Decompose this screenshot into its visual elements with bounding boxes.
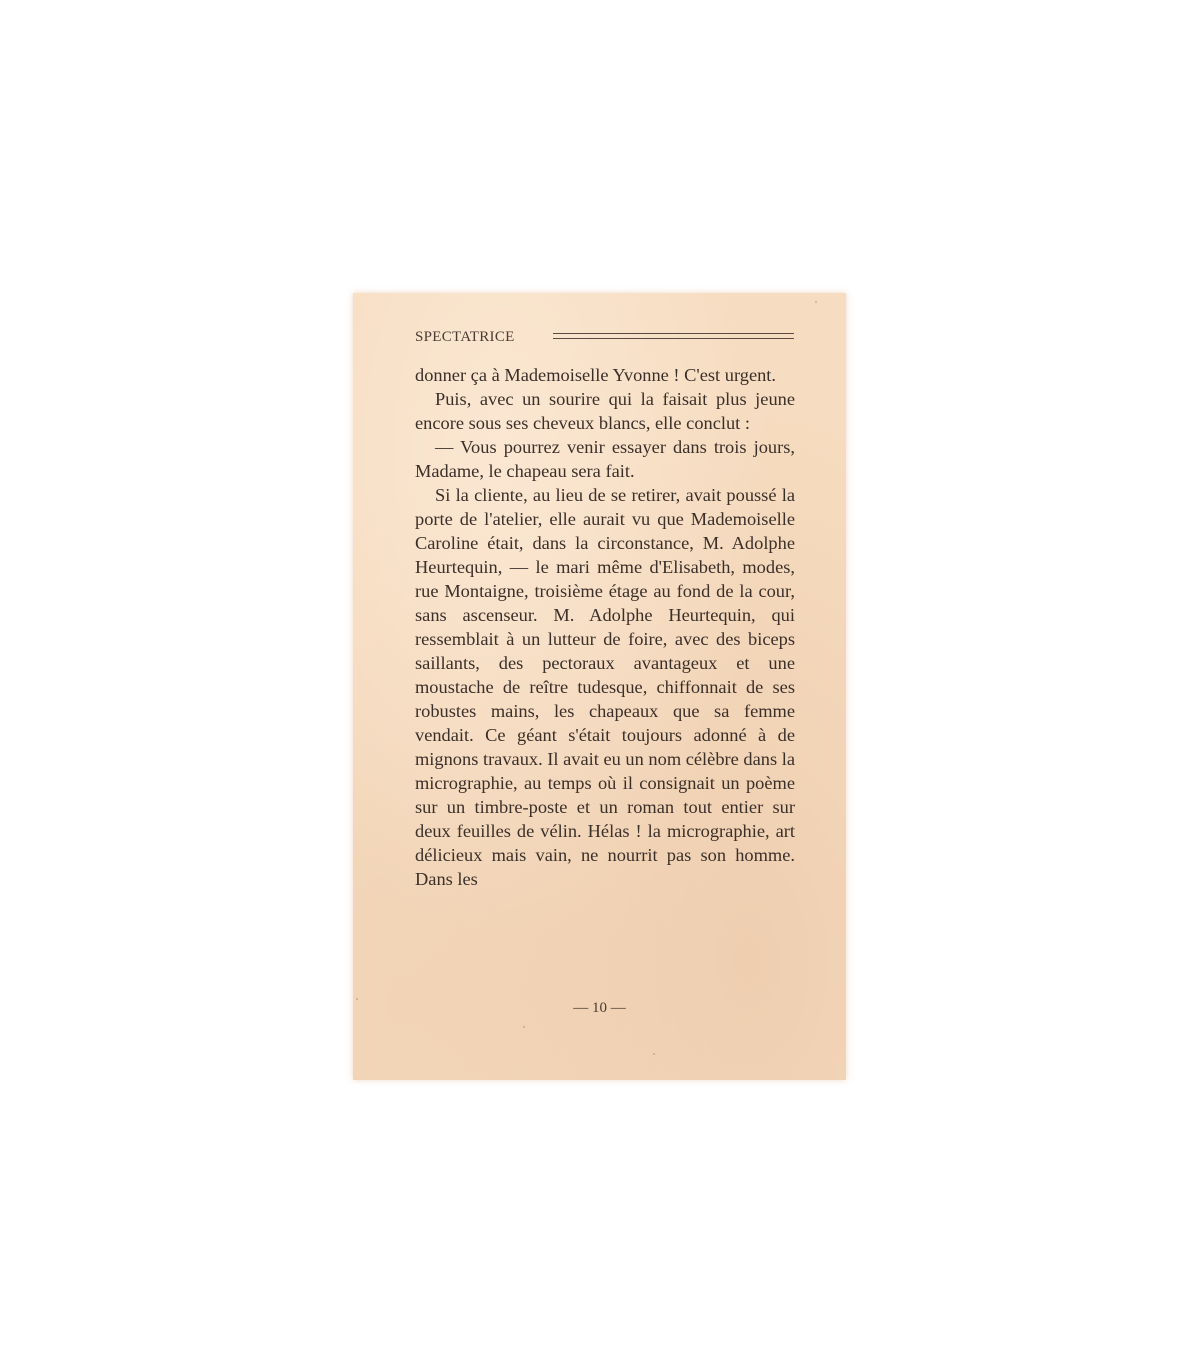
paragraph: Si la cliente, au lieu de se retirer, avait poussé la porte de l'atelier, elle aurait vu que Mademoiselle Caroline était, dans la circonstance, M. Adolphe Heurtequin, — le mari même d'Elisabeth, modes, rue Montaigne, troisième étage au fond de la cour, sans ascenseur. M. Adolphe Heurtequin, qui ressemblait à un lutteur de foire, avec des biceps saillants, des pectoraux avantageux et une moustache de reître tudesque, chiffonnait de ses robustes mains, les chapeaux que sa femme vendait. Ce géant s'était toujours adonné à de mignons travaux. Il avait eu un nom célèbre dans la micrographie, au temps où il consignait un poème sur un timbre-poste et un roman tout entier sur deux feuilles de vélin. Hélas ! la micrographie, art délicieux mais vain, ne nourrit pas son homme. Dans les <box>415 485 795 889</box>
paper-speck <box>815 301 817 303</box>
running-head-title: SPECTATRICE <box>415 329 515 345</box>
paper-speck <box>523 1026 525 1028</box>
running-head-rule <box>553 333 794 339</box>
book-page <box>353 293 846 1080</box>
paragraph: donner ça à Mademoiselle Yvonne ! C'est urgent. <box>415 365 777 385</box>
paper-speck <box>653 1053 655 1055</box>
running-head <box>415 329 794 349</box>
page-number: — 10 — <box>573 1000 626 1016</box>
body-text <box>415 363 795 891</box>
paragraph: Puis, avec un sourire qui la faisait plus jeune encore sous ses cheveux blancs, elle conclut : <box>415 389 795 433</box>
paper-speck <box>356 998 358 1000</box>
paragraph: — Vous pourrez venir essayer dans trois jours, Madame, le chapeau sera fait. <box>415 437 795 481</box>
